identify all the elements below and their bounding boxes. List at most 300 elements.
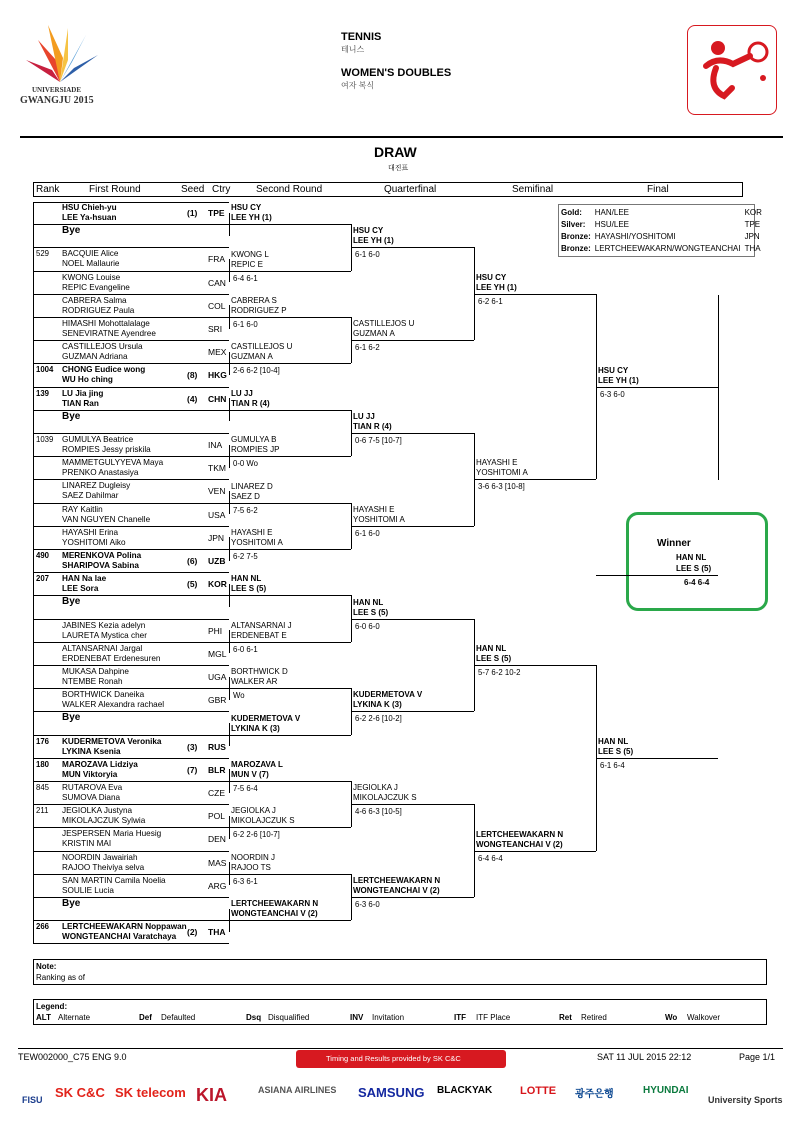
medal-label: Gold: (561, 207, 582, 217)
event-title: WOMEN'S DOUBLES (341, 67, 452, 79)
header-rule (20, 136, 783, 138)
qf-winner-2: GUZMAN A (353, 329, 395, 339)
qf-score: 6-1 6-0 (355, 250, 380, 260)
entry-player-1: CABRERA Salma (62, 295, 127, 305)
r2-winner-2: SAEZ D (231, 491, 260, 501)
medal-name: HAN/LEE (594, 207, 630, 217)
note-label: Note: (36, 962, 57, 971)
r2-score: Wo (233, 691, 245, 701)
entry-country: BLR (208, 764, 226, 775)
entry-player-1: LINAREZ Dugleisy (62, 481, 131, 491)
entry-line (33, 387, 229, 388)
r2-winner-2: GUZMAN A (231, 352, 273, 362)
entry-player-2: ERDENEBAT Erdenesuren (62, 653, 161, 663)
final-score: 6-1 6-4 (600, 760, 625, 770)
entry-player-2: LEE Sora (62, 584, 99, 594)
sport-title-kr: 테니스 (341, 45, 365, 54)
entry-seed: (1) (187, 208, 198, 218)
r2-score: 6-1 6-0 (233, 320, 258, 329)
entry-country: UGA (208, 672, 227, 682)
entry-player-2: LYKINA Ksenia (62, 746, 121, 756)
qf-winner-1: KUDERMETOVA V (353, 690, 423, 700)
entry-player-2: NTEMBE Ronah (62, 677, 123, 686)
footer-rule (18, 1048, 783, 1049)
sf-winner-line (474, 665, 596, 666)
col-semifinal: Semifinal (512, 184, 554, 195)
r2-winner-2: WALKER AR (231, 677, 278, 687)
entry-player-1: LU Jia jing (62, 388, 104, 398)
qf-winner-2: LYKINA K (3) (353, 700, 402, 710)
entry-line (33, 665, 229, 666)
medal-row (559, 242, 764, 254)
entry-line (33, 526, 229, 527)
legend-label: Legend: (36, 1002, 68, 1011)
medal-row (559, 206, 764, 218)
r2-score: 6-2 7-5 (233, 552, 258, 561)
medal-name: LERTCHEEWAKARN/WONGTEANCHAI (594, 243, 741, 253)
entry-country: TKM (208, 463, 226, 474)
sponsor-logo: ASIANA AIRLINES (258, 1085, 337, 1095)
qf-score: 6-0 6-0 (355, 621, 380, 631)
entry-country: FRA (208, 254, 225, 265)
r2-winner-2: ERDENEBAT E (231, 630, 287, 640)
entry-player-2: TIAN Ran (62, 398, 99, 408)
footer-code: TEW002000_C75 ENG 9.0 (18, 1052, 127, 1062)
entry-country: GBR (208, 695, 227, 706)
r2-winner-1: HSU CY (231, 203, 262, 213)
entry-country: PHI (208, 625, 223, 636)
entry-player-1: HIMASHI Mohottalalage (62, 319, 150, 328)
entry-player-1: Bye (62, 410, 81, 422)
medal-nat: THA (744, 243, 761, 253)
timing-banner (296, 1050, 506, 1068)
qf-winner-line (351, 711, 474, 712)
qf-winner-2: TIAN R (4) (353, 422, 392, 431)
entry-player-2: SUMOVA Diana (62, 793, 121, 802)
entry-player-2: NOEL Mallaurie (62, 259, 120, 269)
medal-label: Silver: (561, 219, 586, 229)
entry-rank: 845 (36, 783, 50, 792)
entry-rank: 180 (36, 759, 50, 769)
final-winner-2: LEE S (5) (598, 746, 634, 756)
entry-line (33, 804, 229, 805)
col-first-round: First Round (89, 184, 141, 195)
qf-winner-1: CASTILLEJOS U (353, 319, 415, 329)
sf-winner-1: LERTCHEEWAKARN N (476, 829, 564, 839)
first-round-left-edge (33, 202, 34, 944)
entry-country: TPE (208, 208, 225, 218)
entry-player-1: MERENKOVA Polina (62, 551, 142, 560)
entry-line (33, 363, 229, 364)
entry-country: THA (208, 927, 226, 938)
sf-winner-1: HSU CY (476, 272, 507, 282)
winner-label: Winner (657, 538, 691, 549)
medal-row (559, 230, 764, 242)
r2-score: 2-6 6-2 [10-4] (233, 366, 280, 376)
r2-winner-2: LEE S (5) (231, 584, 267, 594)
universiade-logo (18, 20, 103, 110)
entry-line (33, 781, 229, 782)
r2-winner-1: MAROZAVA L (231, 760, 283, 769)
qf-winner-1: JEGIOLKA J (353, 783, 398, 793)
entry-country: DEN (208, 834, 226, 845)
entry-player-2: WU Ho ching (62, 375, 113, 385)
sponsor-logo: SK telecom (115, 1085, 186, 1100)
legend-code: Dsq (246, 1013, 262, 1022)
entry-rank: 176 (36, 736, 50, 746)
entry-seed: (2) (187, 927, 198, 938)
entry-player-1: JABINES Kezia adelyn (62, 620, 146, 630)
entry-player-2: LEE Ya-hsuan (62, 213, 117, 222)
medal-label: Bronze: (561, 243, 591, 253)
entry-player-2: MIKOLAJCZUK Sylwia (62, 816, 146, 826)
entry-player-1: KUDERMETOVA Veronika (62, 736, 162, 746)
qf-winner-2: LEE YH (1) (353, 236, 394, 246)
qf-winner-line (351, 433, 474, 434)
entry-country: INA (208, 440, 223, 450)
entry-country: CZE (208, 788, 225, 798)
draw-title-kr: 대진표 (388, 165, 409, 172)
col-quarterfinal: Quarterfinal (384, 184, 437, 195)
entry-rank: 529 (36, 249, 50, 259)
entry-line (33, 503, 229, 504)
r2-winner-line (229, 363, 351, 364)
winner-player-1: HAN NL (676, 553, 707, 562)
medal-label: Bronze: (561, 231, 591, 241)
entry-player-1: MAMMETGULYYEVA Maya (62, 458, 164, 468)
entry-player-2: SHARIPOVA Sabina (62, 561, 139, 570)
logo-line1: UNIVERSIADE (32, 86, 82, 94)
sf-score: 5-7 6-2 10-2 (478, 668, 521, 677)
entry-player-1: MUKASA Dahpine (62, 667, 129, 676)
entry-player-1: BORTHWICK Daneika (62, 690, 145, 700)
sf-winner-2: LEE YH (1) (476, 282, 517, 292)
sponsor-logo: BLACKYAK (437, 1085, 493, 1096)
r2-winner-1: KWONG L (231, 249, 269, 259)
r2-winner-2: LEE YH (1) (231, 213, 272, 223)
legend-text: Walkover (687, 1013, 721, 1022)
qf-winner-2: MIKOLAJCZUK S (353, 793, 417, 803)
r2-winner-line (229, 688, 351, 689)
legend-code: Wo (665, 1013, 678, 1022)
entry-line (33, 549, 229, 550)
entry-seed: (5) (187, 579, 198, 590)
entry-player-2: YOSHITOMI Aiko (62, 537, 126, 547)
r2-score: 6-3 6-1 (233, 876, 258, 886)
entry-country: MEX (208, 347, 227, 358)
entry-top-line (33, 202, 229, 203)
r2-score: 0-0 Wo (233, 459, 258, 469)
entry-line (33, 433, 229, 434)
entry-country: COL (208, 300, 226, 311)
r2-winner-1: LU JJ (231, 388, 253, 398)
col-rank: Rank (36, 184, 60, 195)
qf-winner-line (351, 340, 474, 341)
r2-winner-line (229, 410, 351, 411)
r2-winner-2: RODRIGUEZ P (231, 306, 287, 315)
entry-player-1: Bye (62, 898, 81, 909)
entry-player-1: CASTILLEJOS Ursula (62, 342, 143, 352)
qf-score: 6-2 2-6 [10-2] (355, 714, 402, 724)
entry-line (33, 317, 229, 318)
sponsor-logo: HYUNDAI (643, 1085, 689, 1096)
qf-winner-1: LERTCHEEWAKARN N (353, 876, 441, 885)
r2-winner-2: LYKINA K (3) (231, 723, 280, 733)
entry-player-1: JESPERSEN Maria Huesig (62, 829, 162, 839)
r2-winner-1: HAN NL (231, 574, 262, 584)
r2-winner-1: LINAREZ D (231, 481, 273, 491)
qf-winner-1: HAN NL (353, 597, 384, 607)
entry-line (33, 943, 229, 944)
entry-country: MGL (208, 648, 227, 659)
entry-player-2: SOULIE Lucia (62, 885, 114, 895)
entry-country: POL (208, 811, 226, 822)
final-winner-line (596, 387, 718, 388)
final-score: 6-3 6-0 (600, 389, 625, 399)
entry-player-2: RODRIGUEZ Paula (62, 305, 135, 315)
entry-player-1: MAROZAVA Lidziya (62, 759, 138, 769)
sport-title: TENNIS (341, 31, 382, 43)
sf-winner-1: HAYASHI E (476, 458, 518, 468)
entry-line (33, 619, 229, 620)
winner-player-2: LEE S (5) (676, 564, 712, 573)
entry-country: HKG (208, 370, 227, 381)
r2-winner-1: NOORDIN J (231, 852, 275, 862)
entry-player-1: Bye (62, 596, 81, 608)
r2-winner-line (229, 827, 351, 828)
r2-winner-1: ALTANSARNAI J (231, 620, 292, 630)
col-second-round: Second Round (256, 184, 323, 195)
r2-winner-2: RAJOO TS (231, 862, 271, 872)
qf-score: 6-3 6-0 (355, 900, 380, 909)
final-winner-1: HAN NL (598, 736, 629, 746)
r2-winner-line (229, 271, 351, 272)
entry-line (33, 920, 229, 921)
r2-winner-1: JEGIOLKA J (231, 806, 276, 816)
winner-line (596, 575, 718, 576)
entry-line (33, 456, 229, 457)
qf-score: 6-1 6-2 (355, 343, 380, 353)
entry-player-2: SAEZ Dahilmar (62, 491, 119, 501)
entry-seed: (6) (187, 556, 198, 566)
qf-winner-1: HSU CY (353, 226, 384, 236)
r2-winner-line (229, 735, 351, 736)
entry-country: ARG (208, 880, 227, 891)
entry-rank: 490 (36, 551, 50, 560)
r2-winner-1: CASTILLEJOS U (231, 342, 293, 352)
entry-line (33, 874, 229, 875)
r2-winner-line (229, 781, 351, 782)
r2-winner-2: ROMPIES JP (231, 445, 280, 455)
entry-country: RUS (208, 741, 226, 752)
entry-player-1: Bye (62, 225, 81, 237)
entry-player-2: WALKER Alexandra rachael (62, 700, 165, 710)
sponsor-logo: LOTTE (520, 1085, 557, 1097)
r2-winner-2: YOSHITOMI A (231, 538, 283, 547)
event-title-kr: 여자 복식 (341, 81, 375, 90)
r2-winner-line (229, 642, 351, 643)
legend-code: ITF (454, 1013, 466, 1022)
entry-player-2: SENEVIRATNE Ayendree (62, 329, 156, 338)
final-winner-2: LEE YH (1) (598, 375, 639, 385)
entry-player-2: RAJOO Theiviya selva (62, 862, 145, 872)
legend-code: Ret (559, 1013, 572, 1022)
entry-line (33, 247, 229, 248)
r2-winner-2: WONGTEANCHAI V (2) (231, 909, 318, 919)
entry-player-1: NOORDIN Jawairiah (62, 852, 138, 862)
r2-winner-line (229, 224, 351, 225)
qf-winner-line (351, 897, 474, 898)
draw-title: DRAW (374, 144, 417, 160)
sf-winner-2: YOSHITOMI A (476, 468, 528, 478)
entry-country: MAS (208, 857, 227, 868)
entry-country: KOR (208, 579, 227, 590)
entry-country: JPN (208, 532, 225, 543)
entry-line (33, 851, 229, 852)
entry-rank: 211 (36, 806, 49, 816)
legend-text: ITF Place (476, 1013, 511, 1022)
qf-score: 6-1 6-0 (355, 528, 380, 538)
entry-player-2: PRENKO Anastasiya (62, 468, 139, 478)
final-connector (718, 295, 719, 481)
entry-player-1: HSU Chieh-yu (62, 203, 117, 212)
entry-player-1: Bye (62, 712, 81, 724)
entry-seed: (3) (187, 741, 198, 752)
medal-name: HSU/LEE (594, 219, 630, 229)
note-text: Ranking as of (36, 973, 85, 982)
col-final: Final (647, 184, 669, 195)
entry-country: CAN (208, 277, 226, 288)
r2-winner-2: TIAN R (4) (231, 398, 270, 408)
sf-winner-line (474, 479, 596, 480)
logo-line2: GWANGJU 2015 (20, 95, 94, 106)
entry-line (33, 758, 229, 759)
entry-seed: (7) (187, 764, 198, 775)
entry-rank: 266 (36, 922, 50, 932)
entry-player-2: WONGTEANCHAI Varatchaya (62, 932, 177, 942)
entry-player-1: SAN MARTIN Camila Noelia (62, 875, 166, 885)
r2-winner-1: KUDERMETOVA V (231, 713, 301, 723)
sponsor-logo: KIA (196, 1085, 227, 1105)
r2-score: 7-5 6-4 (233, 784, 258, 793)
final-winner-line (596, 758, 718, 759)
entry-line (33, 340, 229, 341)
medal-name: HAYASHI/YOSHITOMI (594, 231, 676, 241)
r2-winner-line (229, 549, 351, 550)
legend-text: Defaulted (161, 1013, 196, 1022)
entry-line (33, 688, 229, 689)
entry-player-2: REPIC Evangeline (62, 282, 130, 292)
qf-winner-2: YOSHITOMI A (353, 514, 405, 524)
entry-line (33, 827, 229, 828)
medal-table (558, 204, 762, 257)
universiade-flame-icon (18, 20, 103, 90)
r2-winner-2: MIKOLAJCZUK S (231, 816, 295, 826)
entry-player-1: CHONG Eudice wong (62, 365, 146, 375)
timing-text: Timing and Results provided by SK C&C (326, 1054, 461, 1063)
entry-player-1: LERTCHEEWAKARN Noppawan (62, 922, 187, 932)
r2-winner-line (229, 456, 351, 457)
entry-country: USA (208, 509, 226, 520)
sponsor-logo: University Sports (708, 1095, 783, 1105)
qf-score: 4-6 6-3 [10-5] (355, 807, 402, 817)
qf-winner-2: LEE S (5) (353, 607, 389, 617)
sf-score: 6-4 6-4 (478, 853, 503, 863)
entry-player-1: ALTANSARNAI Jargal (62, 643, 143, 653)
sponsor-logo: SAMSUNG (358, 1085, 425, 1100)
entry-country: SRI (208, 324, 223, 334)
entry-line (33, 479, 229, 480)
entry-player-1: RAY Kaitlin (62, 504, 103, 514)
r2-score: 6-4 6-1 (233, 273, 258, 283)
r2-winner-line (229, 874, 351, 875)
sf-winner-1: HAN NL (476, 644, 507, 653)
r2-winner-line (229, 920, 351, 921)
entry-rank: 207 (36, 574, 50, 584)
col-seed: Seed (181, 184, 205, 195)
medal-nat: JPN (744, 231, 760, 241)
qf-winner-line (351, 619, 474, 620)
r2-winner-2: MUN V (7) (231, 770, 269, 779)
medal-nat: TPE (744, 219, 761, 229)
sponsor-logo: FISU (22, 1095, 43, 1105)
qf-winner-1: HAYASHI E (353, 504, 395, 514)
medal-row (559, 218, 764, 230)
entry-player-1: HAYASHI Erina (62, 527, 119, 537)
medal-nat: KOR (744, 207, 762, 217)
entry-player-2: GUZMAN Adriana (62, 352, 128, 362)
entry-player-1: HAN Na lae (62, 574, 107, 584)
qf-winner-2: WONGTEANCHAI V (2) (353, 886, 440, 895)
r2-winner-1: BORTHWICK D (231, 667, 288, 677)
r2-winner-1: CABRERA S (231, 296, 277, 305)
entry-player-1: BACQUIE Alice (62, 249, 119, 259)
entry-country: UZB (208, 556, 226, 566)
entry-player-1: RUTAROVA Eva (62, 783, 123, 792)
footer-date: SAT 11 JUL 2015 22:12 (597, 1052, 692, 1062)
footer-page: Page 1/1 (739, 1052, 776, 1062)
legend-text: Alternate (58, 1013, 91, 1022)
entry-rank: 1004 (36, 365, 54, 375)
entry-line (33, 294, 229, 295)
r2-winner-1: HAYASHI E (231, 528, 273, 537)
winner-score: 6-4 6-4 (684, 578, 710, 587)
entry-line (33, 572, 229, 573)
qf-winner-1: LU JJ (353, 412, 375, 421)
r2-winner-line (229, 595, 351, 596)
sponsor-logo: SK C&C (55, 1085, 105, 1100)
r2-winner-line (229, 503, 351, 504)
entry-country: VEN (208, 486, 226, 497)
legend-code: Def (139, 1013, 152, 1022)
r2-score: 6-2 2-6 [10-7] (233, 830, 280, 840)
entry-player-2: VAN NGUYEN Chanelle (62, 514, 151, 524)
legend-text: Disqualified (268, 1013, 310, 1022)
entry-player-2: LAURETA Mystica cher (62, 630, 147, 640)
sponsor-logo: 광주은행 (575, 1089, 614, 1100)
legend-code: ALT (36, 1013, 51, 1022)
entry-line (33, 271, 229, 272)
entry-seed: (8) (187, 370, 198, 381)
entry-player-2: MUN Viktoryia (62, 769, 118, 779)
entry-player-1: KWONG Louise (62, 272, 121, 282)
sf-winner-2: LEE S (5) (476, 654, 512, 663)
sf-score: 3-6 6-3 [10-8] (478, 482, 525, 492)
qf-winner-line (351, 247, 474, 248)
sf-winner-line (474, 851, 596, 852)
entry-country: CHN (208, 393, 227, 404)
entry-line (33, 642, 229, 643)
